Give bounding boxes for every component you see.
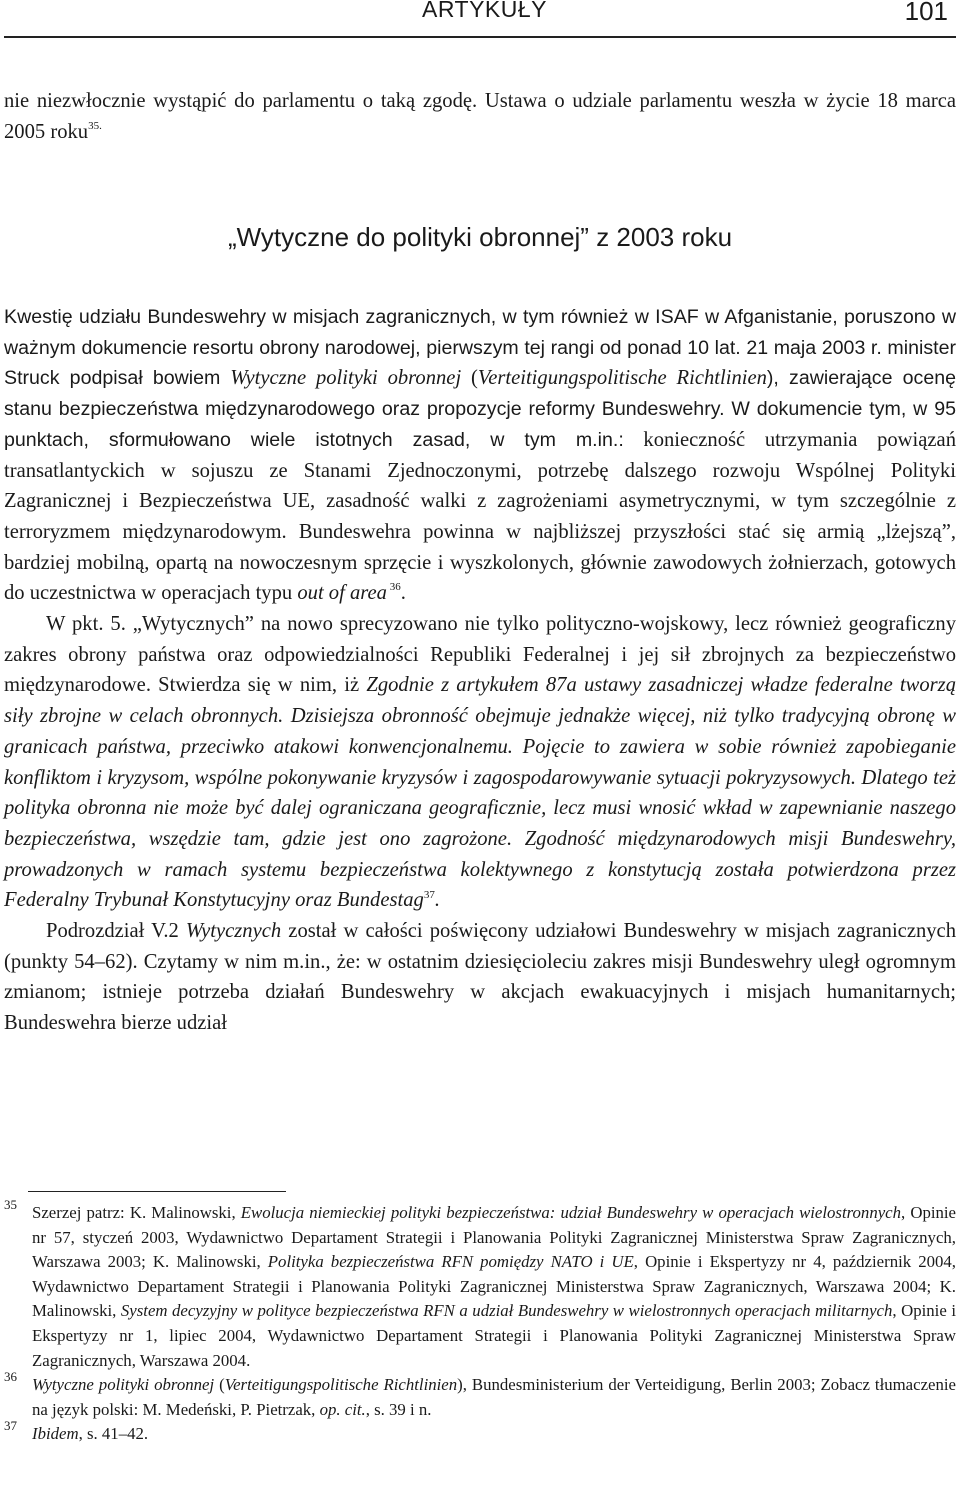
footnote-number: 35 [4, 1197, 17, 1212]
paragraph-2: W pkt. 5. „Wytycznych” na nowo sprecyzowano nie tylko polityczno-wojskowy, lecz również geograficzny zakres obrony państwa oraz odpowiedzialności Republiki Federalnej i jej sił zbrojnych za bezpieczeństwo międzynarodowe. Stwierdza się w nim, iż Zgodnie z artykułem 87a ustawy zasadniczej władze federalne tworzą siły zbrojne w celach obronnych. Dzisiejsza obronność obejmuje jednakże więcej, niż tylko tradycyjną obronę w granicach państwa, przeciwko atakowi konwencjonalnemu. Pojęcie to zawiera w sobie również zapobieganie konfliktom i kryzysom, wspólne pokonywanie kryzysów i zagospodarowywanie sytuacji pokryzysowych. Dlatego też polityka obronna nie może być dalej ograniczana geograficznie, lecz musi wnosić wkład w zapewnianie naszego bezpieczeństwa, wszędzie tam, gdzie jest ono zagrożone. Zgodność międzynarodowych misji Bundeswehry, prowadzonych w ramach systemu bezpieczeństwa kolektywnego z konstytucją została potwierdzona przez Federalny Trybunał Konstytucyjny oraz Bundestag$^{37}$. [4, 613, 956, 912]
body-text-main [4, 302, 956, 1039]
intro-paragraph: nie niezwłocznie wystąpić do parlamentu o taką zgodę. Ustawa o udziale parlamentu weszła w życie 18 marca 2005 roku$^{35.}$ [4, 90, 956, 143]
header-rule [4, 36, 956, 38]
footnote-36: 36 Wytyczne polityki obronnej (Verteitigungspolitische Richtlinien), Bundesministerium der Verteidigung, Berlin 2003; Zobacz tłumaczenie na język polski: M. Medeński, P. Pietrzak, op. cit., s. 39 i n. [4, 1373, 956, 1422]
footnote-37: 37 Ibidem, s. 41–42. [4, 1422, 956, 1447]
footnote-ref-37: 37 [423, 888, 435, 901]
section-title: ARTYKUŁY [422, 0, 548, 22]
paragraph-3: Podrozdział V.2 Wytycznych został w całości poświęcony udziałowi Bundeswehry w misjach zagranicznych (punkty 54–62). Czytamy w nim m.in., że: w ostatnim dziesięcioleciu zakres misji Bundeswehry uległ ogromnym zmianom; istnieje potrzeba działań Bundeswehry w akcjach ewakuacyjnych i misjach humanitarnych; Bundeswehra bierze udział [4, 920, 956, 1035]
footnote-ref-36: 36 [386, 581, 401, 594]
paragraph-1: Kwestię udziału Bundeswehry w misjach zagranicznych, w tym również w ISAF w Afganistanie, poruszono w ważnym dokumencie resortu obrony narodowej, pierwszym tej rangi od ponad 10 lat. 21 maja 2003 r. minister Struck podpisał bowiem Wytyczne polityki obronnej (Verteitigungspolitische Richtlinien), zawierające ocenę stanu bezpieczeństwa międzynarodowego oraz propozycje reformy Bundeswehry. W dokumencie tym, w 95 punktach, sformułowano wiele istotnych zasad, w tym m.in.: konieczność utrzymania powiązań transatlantyckich w sojuszu ze Stanami Zjednoczonymi, potrzebę dalszego rozwoju Wspólnej Polityki Zagranicznej i Bezpieczeństwa UE, zasadność walki z zagrożeniami asymetrycznymi, w tym szczególnie z terroryzmem międzynarodowym. Bundeswehra powinna w najbliższej przyszłości stać się armią „lżejszą”, bardziej mobilną, opartą na nowoczesnym sprzęcie i wyszkolonych, głównie zawodowych żołnierzach, gotowych do uczestnictwa w operacjach typu out of area $^{36}$. [4, 306, 957, 605]
footnote-number: 37 [4, 1418, 17, 1434]
footnote-ref-35: 35. [88, 119, 102, 132]
footnote-number: 36 [4, 1369, 17, 1385]
page-number: 101 [904, 0, 948, 26]
section-heading: „Wytyczne do polityki obronnej” z 2003 roku [227, 222, 733, 252]
body-text [4, 86, 956, 147]
footnote-35: 35 Szerzej patrz: K. Malinowski, Ewolucja niemieckiej polityki bezpieczeństwa: udział Bundeswehry w operacjach wielostronnych, Opinie nr 57, styczeń 2003, Wydawnictwo Departament Strategii i Planowania Polityki Zagranicznej Ministerstwa Spraw Zagranicznych, Warszawa 2003; K. Malinowski, Polityka bezpieczeństwa RFN pomiędzy NATO i UE, Opinie i Ekspertyzy nr 4, październik 2004, Wydawnictwo Departament Strategii i Planowania Polityki Zagranicznej Ministerstwa Spraw Zagranicznych, Warszawa 2004; K. Malinowski, System decyzyjny w polityce bezpieczeństwa RFN a udział Bundeswehry w wielostronnych operacjach militarnych, Opinie i Ekspertyzy nr 1, lipiec 2004, Wydawnictwo Departament Strategii i Planowania Polityki Zagranicznej Ministerstwa Spraw Zagranicznych, Warszawa 2004. [4, 1201, 956, 1373]
footnote-rule [28, 1191, 286, 1192]
footnotes [4, 1197, 956, 1447]
running-header [4, 0, 956, 38]
